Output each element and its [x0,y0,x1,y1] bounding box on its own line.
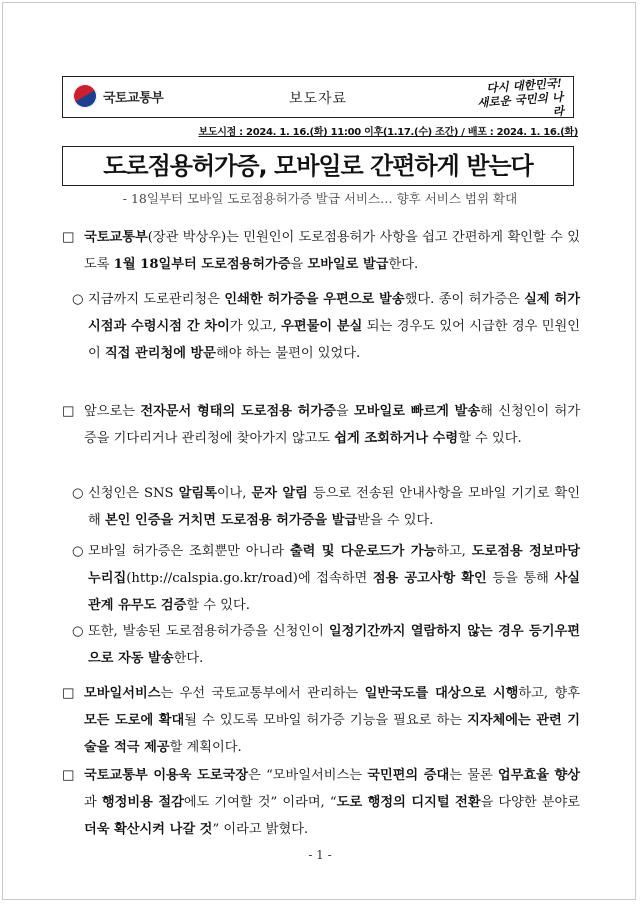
bold-text-run: 사실관계 유무도 검증 [88,571,580,613]
text-run: 지금까지 도로관리청은 [88,292,225,307]
text-run: 은 “모바일서비스는 [248,768,368,783]
slogan-line-2: 새로운 국민의 나라 [476,89,565,119]
bold-text-run: 국민편의 증대 [367,768,450,783]
text-run: 될 수 있도록 모바일 허가증 기능을 필요로 하는 [184,713,468,728]
paragraph-text [88,480,580,534]
title-box [62,146,574,186]
paragraph-text [88,286,580,367]
paragraph [62,286,580,367]
bold-text-run: 모바일서비스 [84,686,161,701]
text-run: 을 [290,257,308,272]
text-run: (http://calspia.go.kr/road)에 접속하면 [126,571,373,586]
bold-text-run: 지자체에는 관련 기술을 적극 제공 [84,713,580,755]
text-run: 을 다양한 분야로 [480,795,580,810]
text-run: 하고, 향후 [518,686,581,701]
paragraph [62,618,580,672]
text-run: 할 계획이다. [169,740,242,755]
paragraph [62,538,580,619]
bold-text-run: 국토교통부 [84,230,148,245]
text-run: 해야 하는 불편이 있었다. [216,346,361,361]
paragraph-text [84,680,580,761]
text-run: 또한, 발송된 도로점용허가증을 신청인이 [88,624,329,639]
text-run: 을 [335,404,354,419]
bold-text-run: 국토교통부 이용욱 도로국장 [84,768,249,783]
bold-text-run: 전자문서 형태의 도로점용 허가증 [140,404,336,419]
bullet-mark: □ [62,768,75,783]
text-run: 는 우선 국토교통부에서 관리하는 [160,686,365,701]
bullet-mark: ○ [72,544,84,559]
bold-text-run: 우편물이 분실 [281,319,363,334]
paragraph [62,224,580,278]
slogan-line-1: 다시 대한민국! [485,75,563,96]
page-number: - 1 - [308,848,332,862]
doc-type: 보도자료 [288,91,348,107]
paragraph [62,680,580,761]
text-run: 해 신청인이 허가증을 기다리거나 관리청에 찾아가지 않고도 [84,404,581,446]
text-run: 받을 수 있다. [357,513,434,528]
bold-text-run: 일반국도를 대상으로 시행 [364,686,519,701]
subtitle: - 18일부터 모바일 도로점용허가증 발급 서비스… 향후 서비스 범위 확대 [122,191,518,206]
text-run: 앞으로는 [84,404,141,419]
text-run: 등으로 전송된 안내사항을 모바일 기기로 확인해 [88,486,580,528]
slogan-logo [470,76,565,124]
text-run: 한다. [388,257,419,272]
text-run: 등을 통해 [486,571,555,586]
page-title: 도로점용허가증, 모바일로 간편하게 받는다 [103,152,533,180]
bold-text-run: 모바일로 빠르게 발송 [354,404,481,419]
paragraph [62,398,580,452]
bullet-mark: ○ [72,292,84,307]
text-run: 했다. 종이 허가증은 [404,292,525,307]
text-run: 가 있고, [229,319,282,334]
paragraph-text [84,224,580,278]
bold-text-run: 인쇄한 허가증을 우편으로 발송 [224,292,405,307]
bold-text-run: 본인 인증을 거치면 도로점용 허가증을 발급 [104,513,358,528]
bold-text-run: 알림톡 [178,486,217,501]
bullet-mark: ○ [72,624,84,639]
press-header [62,76,574,118]
paragraph [62,480,580,534]
bold-text-run: 업무효율 향상 [497,768,580,783]
paragraph-text [88,618,580,672]
bold-text-run: 모든 도로에 확대 [84,713,185,728]
text-run: 과 [84,795,102,810]
bold-text-run: 1월 18일부터 도로점용허가증 [113,257,291,272]
text-run: 할 수 있다. [186,598,250,613]
text-run: 모바일 허가증은 조회뿐만 아니라 [88,544,290,559]
text-run: 되는 경우도 있어 시급한 경우 민원인이 [88,319,581,361]
bold-text-run: 직접 관리청에 방문 [104,346,217,361]
paragraph [62,762,580,843]
text-run: 할 수 있다. [458,431,522,446]
text-run: ” 이라고 밝혔다. [212,822,309,837]
text-run: 에도 기여할 것” 이라며, “ [183,795,337,810]
text-run: 신청인은 SNS [88,486,179,501]
bold-text-run: 점용 공고사항 확인 [372,571,487,586]
bold-text-run: 문자 알림 [251,486,308,501]
bullet-mark: □ [62,230,75,245]
bullet-mark: ○ [72,486,84,501]
text-run: 하고, [436,544,472,559]
bullet-mark: □ [62,404,75,419]
text-run: 한다. [173,651,204,666]
bold-text-run: 도로 행정의 디지털 전환 [336,795,481,810]
bold-text-run: 행정비용 절감 [101,795,184,810]
logo-text: 국토교통부 [103,90,164,106]
bold-text-run: 일정기간까지 열람하지 않는 경우 등기우편으로 자동 발송 [88,624,580,666]
bold-text-run: 모바일로 발급 [307,257,389,272]
bullet-mark: □ [62,686,75,701]
bold-text-run: 도로점용 정보마당 누리집 [88,544,580,586]
text-run: 는 물론 [449,768,498,783]
text-run: 이나, [216,486,252,501]
bold-text-run: 출력 및 다운로드가 가능 [289,544,437,559]
text-run: (장관 박상우)는 민원인이 도로점용허가 사항을 쉽고 간편하게 확인할 수 있도록 [84,230,580,272]
paragraph-text [84,762,580,843]
paragraph-text [88,538,580,619]
paragraph-text [84,398,580,452]
bold-text-run: 쉽게 조회하거나 수령 [334,431,459,446]
bold-text-run: 더욱 확산시켜 나갈 것 [84,822,213,837]
release-info: 보도시점 : 2024. 1. 16.(화) 11:00 이후(1.17.(수) 조간) / 배포 : 2024. 1. 16.(화) [198,127,578,138]
bold-text-run: 실제 허가시점과 수령시점 간 차이 [88,292,580,334]
